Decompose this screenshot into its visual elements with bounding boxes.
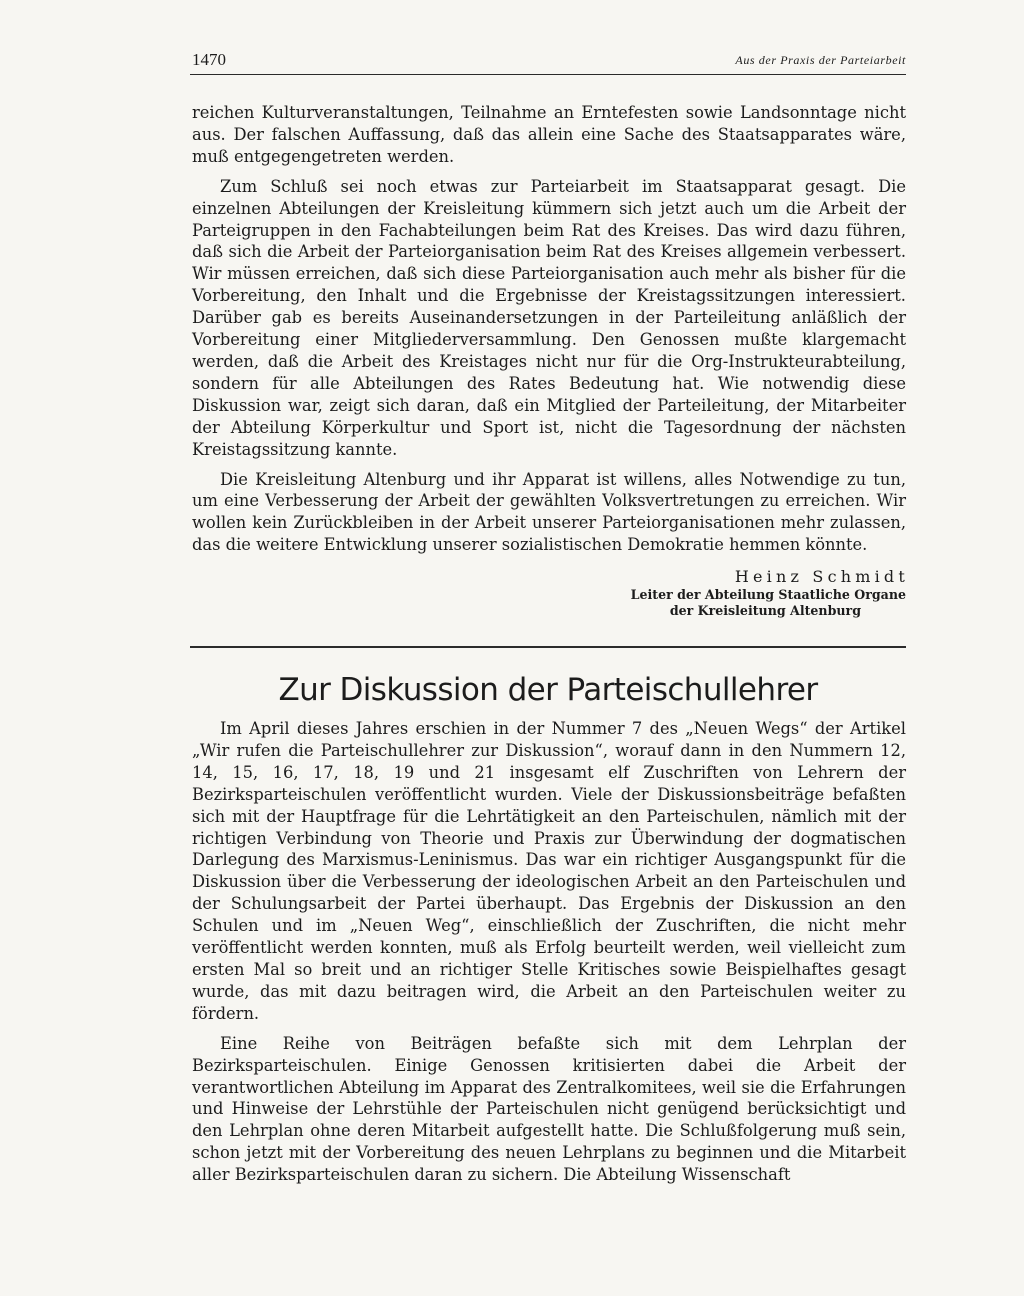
article-body: [192, 718, 906, 1186]
signature-title-line-2: der Kreisleitung Altenburg: [669, 603, 861, 618]
article-paragraph-intro: Im April dieses Jahres erschien in der Nummer 7 des „Neuen Wegs“ der Artikel „Wir rufen die Parteischullehrer zur Diskussion“, worauf dann in den Nummern 12, 14, 15, 16, 17, 18, 19 und 21 insgesamt elf Zuschriften von Lehrern der Bezirksparteischulen veröffentlicht wurden. Viele der Diskussionsbeiträge befaßten sich mit der Hauptfrage für die Lehrtätigkeit an den Parteischulen, nämlich mit der richtigen Verbindung von Theorie und Praxis zur Überwindung der dogmatischen Darlegung des Marxismus-Leninismus. Das war ein richtiger Ausgangspunkt für die Diskussion über die Verbesserung der ideologischen Arbeit an den Parteischulen und der Schulungsarbeit der Partei überhaupt. Das Ergebnis der Diskussion an den Schulen und im „Neuen Weg“, einschließlich der Zuschriften, die nicht mehr veröffentlicht werden konnten, muß als Erfolg beurteilt werden, weil vielleicht zum ersten Mal so breit und an richtiger Stelle Kritisches sowie Beispielhaftes gesagt wurde, das mit dazu beitragen wird, die Arbeit an den Parteischulen weiter zu fördern.: [192, 719, 906, 1023]
paragraph-kreisleitung: Die Kreisleitung Altenburg und ihr Apparat ist willens, alles Notwendige zu tun, um eine Verbesserung der Arbeit der gewählten Volksvertretungen zu erreichen. Wir wollen kein Zurückbleiben in der Arbeit unserer Parteiorganisationen mehr zulassen, das die weitere Entwicklung unserer sozialistischen Demokratie hemmen könnte.: [192, 469, 906, 555]
top-section: [192, 102, 906, 556]
page-number: 1470: [192, 50, 226, 69]
page-header: [190, 50, 906, 75]
signature-name: Heinz Schmidt: [734, 567, 909, 586]
section-divider: [190, 646, 906, 648]
running-head: Aus der Praxis der Parteiarbeit: [735, 53, 906, 67]
article-paragraph-lehrplan: Eine Reihe von Beiträgen befaßte sich mit dem Lehrplan der Bezirksparteischulen. Einige Genossen kritisierten dabei die Arbeit der verantwortlichen Abteilung im Apparat des Zentralkomitees, weil sie die Erfahrungen und Hinweise der Lehrstühle der Parteischulen nicht genügend berücksichtigt und den Lehrplan ohne deren Mitarbeit aufgestellt hatte. Die Schlußfolgerung muß sein, schon jetzt mit der Vorbereitung des neuen Lehrplans zu beginnen und die Mitarbeit aller Bezirksparteischulen daran zu sichern. Die Abteilung Wissenschaft: [192, 1033, 906, 1185]
article-title: Zur Diskussion der Parteischullehrer: [278, 672, 818, 708]
paragraph-staatsapparat: Zum Schluß sei noch etwas zur Parteiarbeit im Staatsapparat gesagt. Die einzelnen Abteilungen der Kreisleitung kümmern sich jetzt auch um die Arbeit der Parteigruppen in den Fachabteilungen beim Rat des Kreises. Das wird dazu führen, daß sich die Arbeit der Parteiorganisation beim Rat des Kreises allgemein verbessert. Wir müssen erreichen, daß sich diese Parteiorganisation auch mehr als bisher für die Vorbereitung, den Inhalt und die Ergebnisse der Kreistagssitzungen interessiert. Darüber gab es bereits Auseinandersetzungen in der Parteileitung anläßlich der Vorbereitung einer Mitgliederversammlung. Den Genossen mußte klargemacht werden, daß die Arbeit des Kreistages nicht nur für die Org-Instrukteurabteilung, sondern für alle Abteilungen des Rates Bedeutung hat. Wie notwendig diese Diskussion war, zeigt sich daran, daß ein Mitglied der Parteileitung, der Mitarbeiter der Abteilung Körperkultur und Sport ist, nicht die Tagesordnung der nächsten Kreistagssitzung kannte.: [192, 176, 906, 459]
paragraph-continuation: reichen Kulturveranstaltungen, Teilnahme an Erntefesten sowie Landsonntage nicht aus. Der falschen Auffassung, daß das allein eine Sache des Staatsapparates wäre, muß entgegengetreten werden.: [192, 103, 906, 166]
signature-title-line-1: Leiter der Abteilung Staatliche Organe: [630, 587, 906, 602]
